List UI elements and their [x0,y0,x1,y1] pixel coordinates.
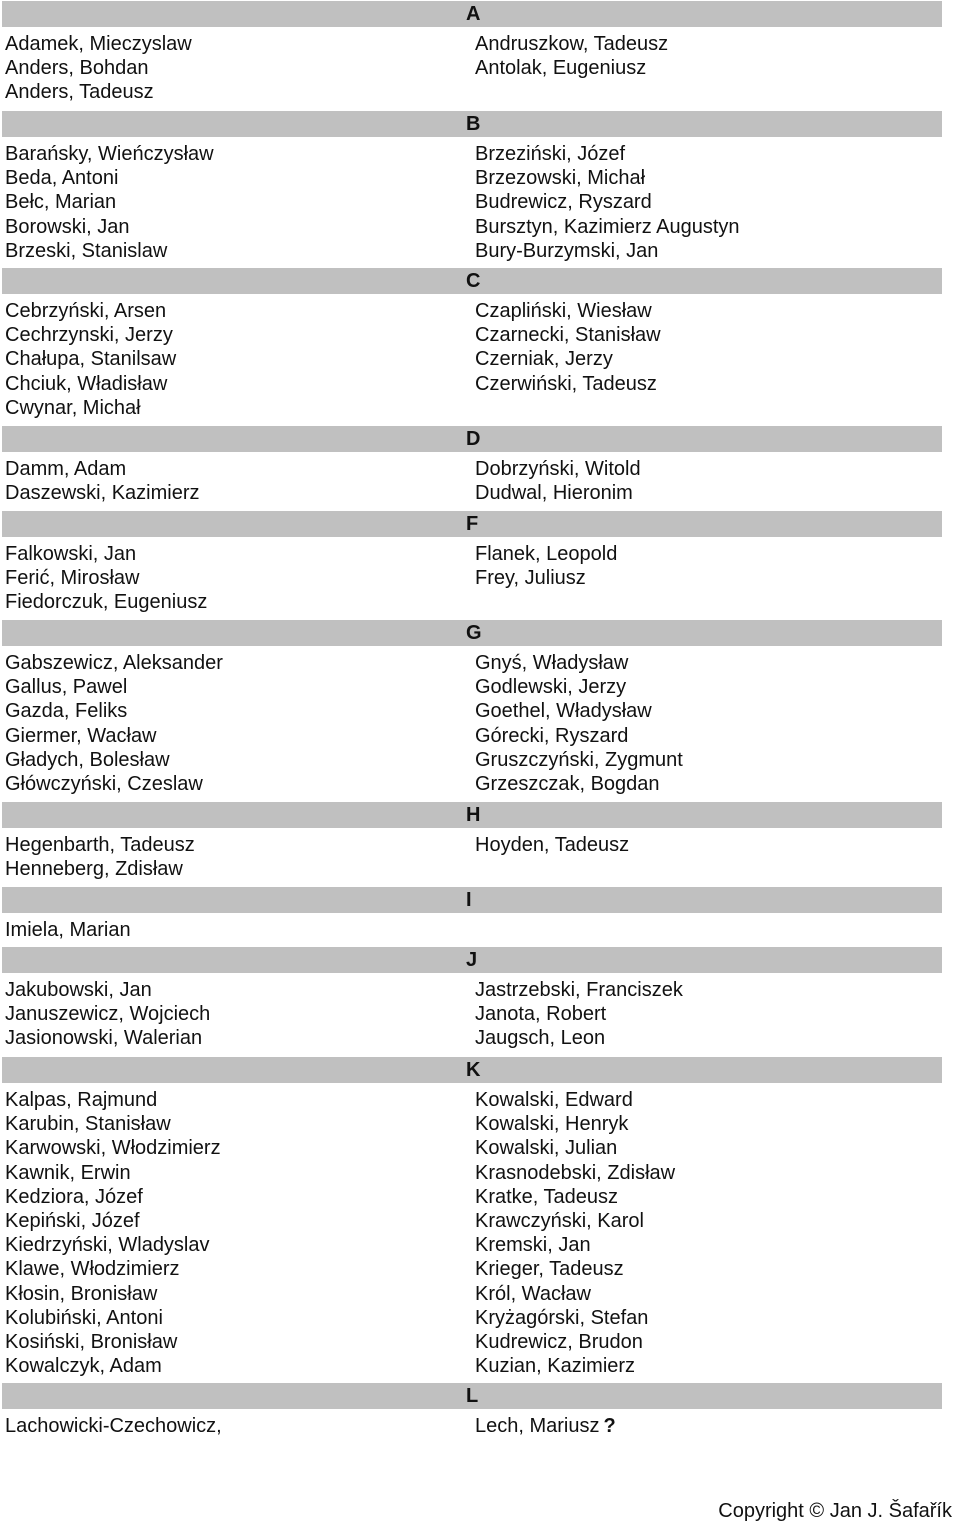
right-name-list [475,978,683,1051]
name-entry: Kedziora, Józef [5,1185,143,1208]
name-entry [475,833,629,857]
name-entry: Barańsky, Wieńczysław [5,143,214,165]
section-letter: I [466,889,472,911]
right-name-list [475,299,661,396]
name-entry [475,1282,675,1306]
name-entry [475,772,683,796]
name-text: Dobrzyński, Witold [475,458,641,480]
section-header-i [2,887,942,913]
name-text: Hoyden, Tadeusz [475,834,630,856]
name-text: Czarnecki, Stanisław [475,324,661,347]
section-header-a [2,1,942,27]
section-letter: K [466,1059,481,1081]
name-text: Kowalski, Henryk [475,1113,629,1136]
name-text: Kuzian, Kazimierz [475,1355,636,1378]
name-text: Krieger, Tadeusz [475,1258,624,1281]
name-entry: Karubin, Stanisław [5,1113,171,1136]
section-header-d [2,426,942,452]
name-entry: Kowalczyk, Adam [5,1355,162,1378]
name-text: Brzezowski, Michał [475,167,646,190]
name-entry [475,299,661,323]
name-entry: Giermer, Wacław [5,724,157,747]
left-name-list [5,457,199,505]
name-entry: Brzeski, Stanislaw [5,239,168,262]
name-entry: Anders, Bohdan [5,57,149,80]
left-name-list [5,918,131,942]
name-entry [475,1233,675,1257]
name-text: Kremski, Jan [475,1234,591,1257]
name-entry [475,566,617,590]
name-text: Kratke, Tadeusz [475,1185,619,1208]
name-entry [475,1026,683,1050]
name-entry: Kosiński, Bronisław [5,1330,178,1353]
name-text: Flanek, Leopold [475,543,618,565]
name-entry: Daszewski, Kazimierz [5,482,200,505]
name-text: Kowalski, Edward [475,1089,633,1111]
name-entry: Cwynar, Michał [5,396,141,419]
name-text: Antolak, Eugeniusz [475,57,647,80]
name-entry: Gazda, Feliks [5,700,128,723]
name-entry: Hegenbarth, Tadeusz [5,834,195,856]
section-letter: C [466,270,481,292]
name-entry: Borowski, Jan [5,215,130,238]
name-entry [475,675,683,699]
name-entry: Imiela, Marian [5,919,131,941]
name-entry: Cebrzyński, Arsen [5,300,167,322]
name-entry [475,651,683,675]
name-entry [475,32,668,56]
name-text: Lech, Mariusz [475,1415,600,1437]
name-entry: Beda, Antoni [5,167,119,190]
name-entry [475,1088,675,1112]
name-entry: Henneberg, Zdisław [5,858,183,881]
right-name-list [475,1414,616,1438]
name-text: Dudwal, Hieronim [475,482,633,505]
section-letter: D [466,428,481,450]
name-entry: Kolubiński, Antoni [5,1306,163,1329]
section-letter: B [466,113,481,135]
name-entry [475,190,740,214]
name-entry: Gallus, Pawel [5,676,128,699]
name-text: Budrewicz, Ryszard [475,191,652,214]
name-text: Czerwiński, Tadeusz [475,372,657,395]
name-text: Andruszkow, Tadeusz [475,33,669,55]
name-entry [475,1354,675,1378]
name-entry: Główczyński, Czeslaw [5,772,203,795]
name-entry [475,323,661,347]
name-entry: Kepiński, Józef [5,1209,140,1232]
name-entry [475,1136,675,1160]
name-text: Bury-Burzymski, Jan [475,239,659,262]
name-entry: Gabszewicz, Aleksander [5,652,223,674]
name-entry [475,1209,675,1233]
name-entry [475,1002,683,1026]
name-text: Grzeszczak, Bogdan [475,772,660,795]
section-header-h [2,802,942,828]
name-text: Czerniak, Jerzy [475,348,613,371]
name-entry: Jakubowski, Jan [5,979,152,1001]
name-text: Jaugsch, Leon [475,1027,606,1050]
section-header-k [2,1057,942,1083]
uncertain-mark: ? [603,1415,616,1437]
name-text: Czapliński, Wiesław [475,300,652,322]
copyright-notice: Copyright © Jan J. Šafařík [718,1500,952,1522]
name-text: Bursztyn, Kazimierz Augustyn [475,215,740,238]
section-header-g [2,620,942,646]
name-entry: Kiedrzyński, Wladyslav [5,1234,210,1257]
section-header-j [2,947,942,973]
name-entry [475,166,740,190]
left-name-list [5,651,223,796]
name-entry: Chałupa, Stanilsaw [5,348,177,371]
section-letter: F [466,513,479,535]
name-entry: Gładych, Bolesław [5,748,170,771]
name-text: Goethel, Władysław [475,700,652,723]
name-text: Kudrewicz, Brudon [475,1330,643,1353]
name-text: Janota, Robert [475,1003,607,1026]
name-entry [475,372,661,396]
right-name-list [475,651,683,796]
name-entry: Jasionowski, Walerian [5,1027,203,1050]
section-header-c [2,268,942,294]
name-text: Gruszczyński, Zygmunt [475,748,683,771]
section-letter: A [466,3,481,25]
name-text: Godlewski, Jerzy [475,676,627,699]
name-entry [475,978,683,1002]
name-entry: Fiedorczuk, Eugeniusz [5,591,208,614]
left-name-list [5,978,210,1051]
left-name-list [5,142,214,263]
section-header-b [2,111,942,137]
name-text: Krawczyński, Karol [475,1209,644,1232]
name-entry: Lachowicki-Czechowicz, [5,1415,222,1437]
name-entry: Ferić, Mirosław [5,567,140,590]
right-name-list [475,457,641,505]
section-header-l [2,1383,942,1409]
right-name-list [475,542,617,590]
name-entry [475,457,641,481]
section-header-f [2,511,942,537]
name-entry: Kalpas, Rajmund [5,1089,158,1111]
left-name-list [5,833,195,881]
name-text: Kryżagórski, Stefan [475,1306,649,1329]
name-entry [475,542,617,566]
name-entry: Falkowski, Jan [5,543,137,565]
name-text: Górecki, Ryszard [475,724,629,747]
name-entry [475,1185,675,1209]
right-name-list [475,32,668,80]
name-text: Gnyś, Władysław [475,652,629,674]
section-letter: G [466,622,482,644]
name-entry: Kłosin, Bronisław [5,1282,158,1305]
name-entry: Karwowski, Włodzimierz [5,1137,221,1160]
name-entry [475,56,668,80]
name-entry [475,699,683,723]
section-letter: J [466,949,478,971]
name-text: Król, Wacław [475,1282,591,1305]
name-text: Frey, Juliusz [475,567,586,590]
name-entry: Januszewicz, Wojciech [5,1003,211,1026]
right-name-list [475,1088,675,1378]
section-letter: H [466,804,481,826]
name-entry [475,1112,675,1136]
name-text: Kowalski, Julian [475,1137,618,1160]
right-name-list [475,142,740,263]
name-entry [475,1257,675,1281]
name-entry: Anders, Tadeusz [5,81,154,104]
name-entry [475,215,740,239]
left-name-list [5,1414,222,1438]
name-entry [475,1330,675,1354]
name-entry: Cechrzynski, Jerzy [5,324,173,347]
name-entry: Kawnik, Erwin [5,1161,131,1184]
name-entry: Klawe, Włodzimierz [5,1258,180,1281]
name-entry [475,481,641,505]
name-text: Krasnodebski, Zdisław [475,1161,676,1184]
name-entry [475,748,683,772]
name-entry: Adamek, Mieczyslaw [5,33,192,55]
left-name-list [5,1088,221,1378]
name-text: Jastrzebski, Franciszek [475,979,683,1001]
section-letter: L [466,1385,479,1407]
left-name-list [5,299,176,420]
name-entry [475,1161,675,1185]
name-entry [475,239,740,263]
name-entry: Damm, Adam [5,458,127,480]
left-name-list [5,32,192,105]
right-name-list [475,833,629,857]
name-text: Brzeziński, Józef [475,143,626,165]
name-entry [475,724,683,748]
name-entry [475,347,661,371]
name-entry: Chciuk, Władisław [5,372,168,395]
name-entry [475,1414,616,1438]
name-entry [475,1306,675,1330]
name-entry: Bełc, Marian [5,191,117,214]
left-name-list [5,542,207,615]
name-entry [475,142,740,166]
